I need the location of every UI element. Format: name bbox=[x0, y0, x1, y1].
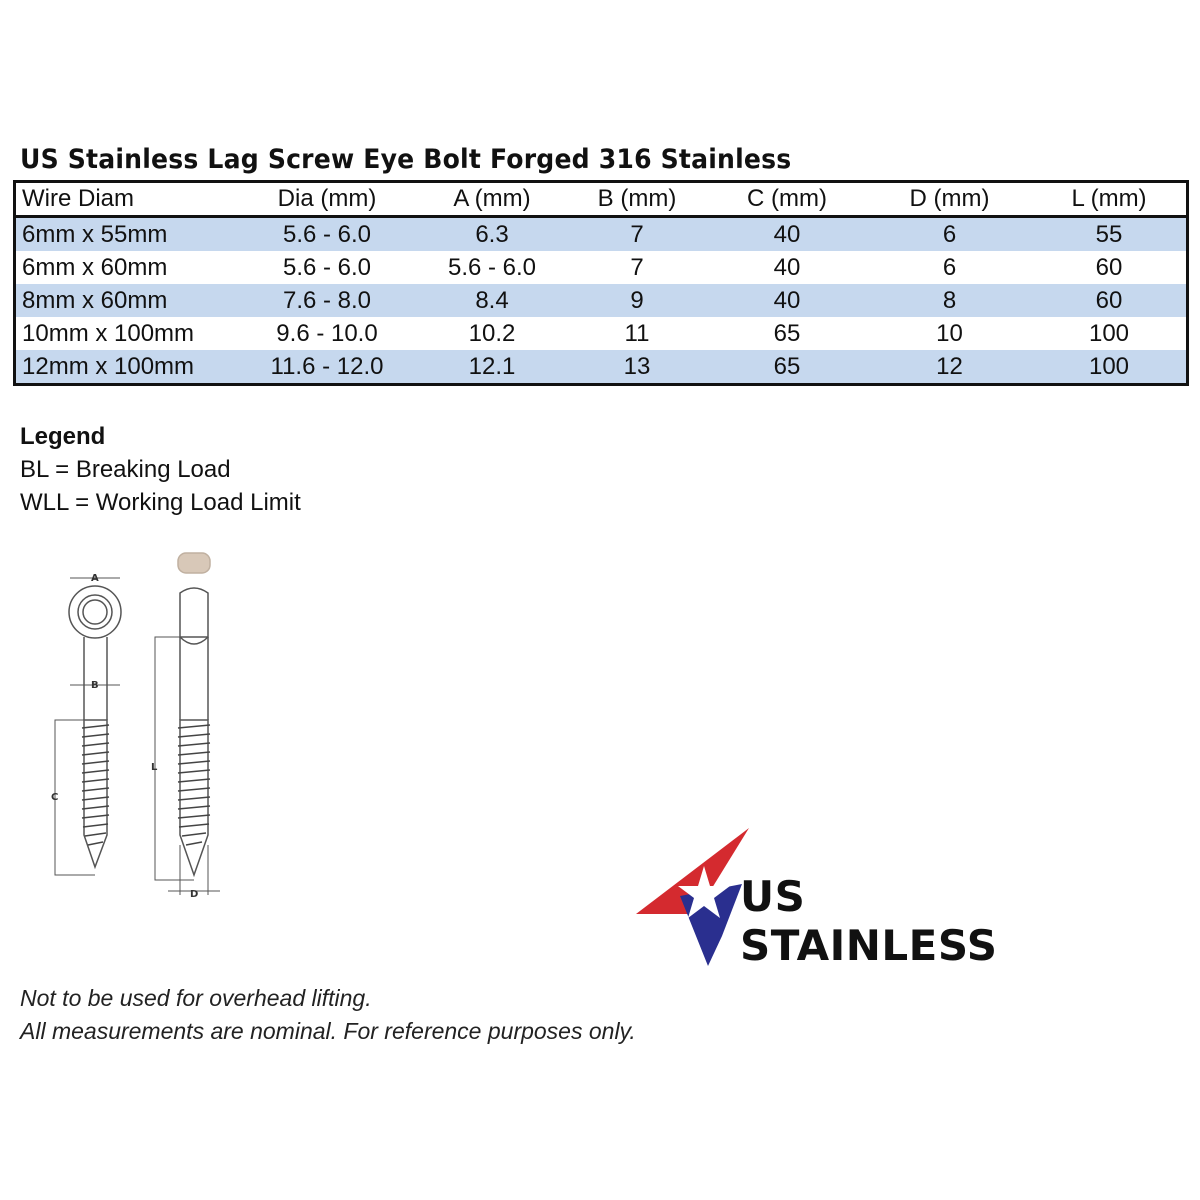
table-row bbox=[15, 284, 1188, 317]
cell: 10 bbox=[867, 317, 1032, 350]
cell: 9 bbox=[567, 284, 707, 317]
cell: 6 bbox=[867, 217, 1032, 252]
cell: 8.4 bbox=[417, 284, 567, 317]
cell: 12 bbox=[867, 350, 1032, 385]
cell: 5.6 - 6.0 bbox=[237, 251, 417, 284]
cell: 65 bbox=[707, 350, 867, 385]
header-wire-diam: Wire Diam bbox=[15, 182, 238, 217]
note-nominal-measurements: All measurements are nominal. For reference purposes only. bbox=[20, 1018, 636, 1044]
cell: 6 bbox=[867, 251, 1032, 284]
header-c: C (mm) bbox=[707, 182, 867, 217]
cell: 6mm x 55mm bbox=[15, 217, 238, 252]
star-arrow-logo-icon bbox=[632, 826, 752, 971]
spec-table bbox=[13, 180, 1189, 386]
legend-heading: Legend bbox=[20, 423, 106, 450]
cell: 7.6 - 8.0 bbox=[237, 284, 417, 317]
header-dia: Dia (mm) bbox=[237, 182, 417, 217]
cell: 40 bbox=[707, 284, 867, 317]
cell: 55 bbox=[1032, 217, 1188, 252]
table-header-row bbox=[15, 182, 1188, 217]
logo-text: US STAINLESS bbox=[740, 872, 998, 970]
header-a: A (mm) bbox=[417, 182, 567, 217]
cell: 9.6 - 10.0 bbox=[237, 317, 417, 350]
note-overhead-lifting: Not to be used for overhead lifting. bbox=[20, 985, 372, 1011]
eye-bolt-diagram-icon bbox=[40, 545, 240, 905]
dim-label-c: C bbox=[51, 792, 59, 803]
page-title: US Stainless Lag Screw Eye Bolt Forged 316 Stainless bbox=[20, 144, 792, 175]
cell: 65 bbox=[707, 317, 867, 350]
table-row bbox=[15, 217, 1188, 252]
cell: 10.2 bbox=[417, 317, 567, 350]
cell: 40 bbox=[707, 251, 867, 284]
cell: 60 bbox=[1032, 284, 1188, 317]
cell: 60 bbox=[1032, 251, 1188, 284]
cell: 100 bbox=[1032, 350, 1188, 385]
cell: 12.1 bbox=[417, 350, 567, 385]
cell: 8 bbox=[867, 284, 1032, 317]
cell: 40 bbox=[707, 217, 867, 252]
footnotes bbox=[20, 982, 636, 1048]
cell: 6.3 bbox=[417, 217, 567, 252]
dim-label-d: D bbox=[190, 889, 199, 900]
header-d: D (mm) bbox=[867, 182, 1032, 217]
cell: 6mm x 60mm bbox=[15, 251, 238, 284]
table-row bbox=[15, 317, 1188, 350]
cell: 7 bbox=[567, 251, 707, 284]
header-l: L (mm) bbox=[1032, 182, 1188, 217]
table-row bbox=[15, 251, 1188, 284]
cell: 5.6 - 6.0 bbox=[417, 251, 567, 284]
dim-label-a: A bbox=[91, 573, 99, 584]
legend-item-bl: BL = Breaking Load bbox=[20, 456, 231, 483]
brand-logo bbox=[632, 826, 1072, 971]
cell: 5.6 - 6.0 bbox=[237, 217, 417, 252]
legend bbox=[20, 420, 301, 519]
cell: 13 bbox=[567, 350, 707, 385]
cell: 7 bbox=[567, 217, 707, 252]
table-row bbox=[15, 350, 1188, 385]
cell: 8mm x 60mm bbox=[15, 284, 238, 317]
cell: 100 bbox=[1032, 317, 1188, 350]
cell: 11 bbox=[567, 317, 707, 350]
cell: 10mm x 100mm bbox=[15, 317, 238, 350]
cell: 12mm x 100mm bbox=[15, 350, 238, 385]
legend-item-wll: WLL = Working Load Limit bbox=[20, 489, 301, 516]
dim-label-l: L bbox=[151, 762, 158, 773]
cell: 11.6 - 12.0 bbox=[237, 350, 417, 385]
dim-label-b: B bbox=[91, 680, 99, 691]
header-b: B (mm) bbox=[567, 182, 707, 217]
